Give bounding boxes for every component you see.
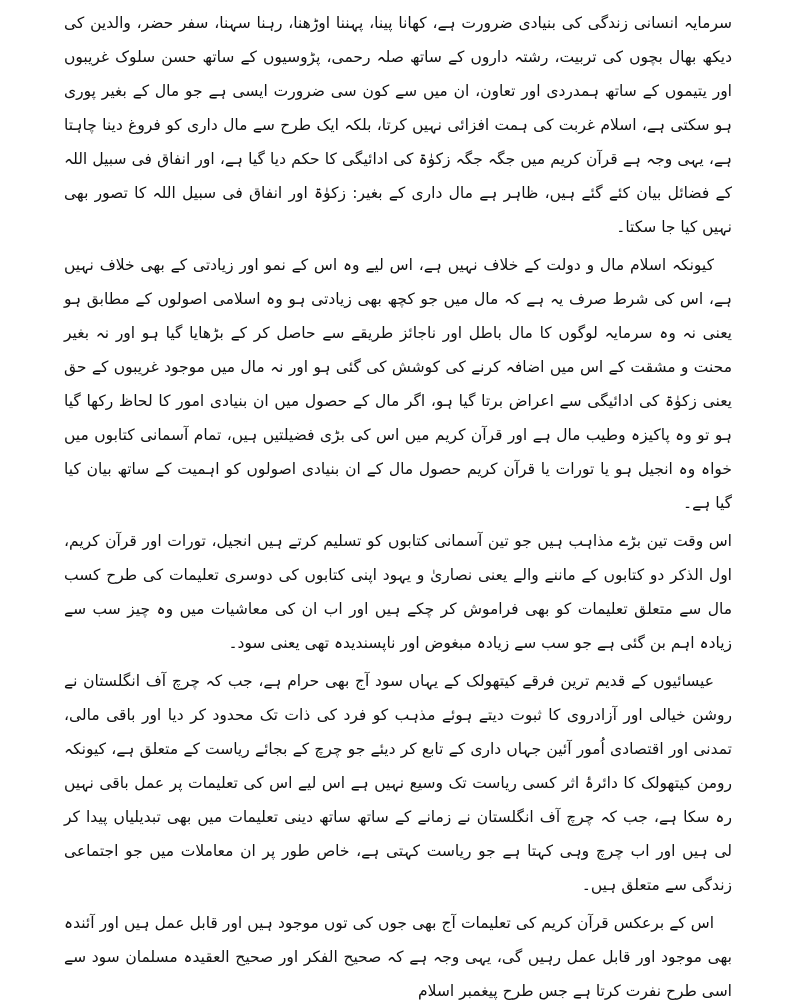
paragraph-three-religions: اس وقت تین بڑے مذاہب ہیں جو تین آسمانی کتابوں کو تسلیم کرتے ہیں انجیل، تورات اور قرآن کریم، اول الذکر دو کتابوں کے ماننے والے یعنی نصاریٰ و یہود اپنی کتابوں کی دوسری تعلیمات کی طرح کسب مال سے متعلق تعلیمات کو بھی فراموش کر چکے ہیں اور اب ان کی معاشیات میں وہ چیز سب سے زیادہ اہم بن گئی ہے جو سب سے زیادہ مبغوض اور ناپسندیدہ تھی یعنی سود۔: [64, 532, 732, 652]
paragraph-capital-necessity: سرمایہ انسانی زندگی کی بنیادی ضرورت ہے، کھانا پینا، پہننا اوڑھنا، رہنا سہنا، سفر حضر، والدین کی دیکھ بھال بچوں کی تربیت، رشتہ داروں کے ساتھ صلہ رحمی، پڑوسیوں کے ساتھ حسن سلوک غریبوں اور یتیموں کے ساتھ ہمدردی اور تعاون، ان میں سے کون سی ضرورت ایسی ہے جو مال کے بغیر پوری ہو سکتی ہے، اسلام غربت کی ہمت افزائی نہیں کرتا، بلکہ ایک طرح سے مال داری کو فروغ دینا چاہتا ہے، یہی وجہ ہے قرآن کریم میں جگہ جگہ زکوٰۃ کی ادائیگی کا حکم دیا گیا ہے، اور انفاق فی سبیل اللہ کے فضائل بیان کئے گئے ہیں، ظاہر ہے مال داری کے بغیر: زکوٰۃ اور انفاق فی سبیل اللہ کا تصور بھی نہیں کیا جا سکتا۔: [64, 14, 732, 236]
document-page: [64, 6, 732, 1000]
paragraph-christian-sects: عیسائیوں کے قدیم ترین فرقے کیتھولک کے یہاں سود آج بھی حرام ہے، جب کہ چرچ آف انگلستان نے روشن خیالی اور آزادروی کا ثبوت دیتے ہوئے مذہب کو فرد کی ذات تک محدود کر دیا اور باقی مالی، تمدنی اور اقتصادی اُمور آئین جہاں داری کے تابع کر دیئے جو چرچ کے بجائے ریاست کے متعلق ہے، کیونکہ رومن کیتھولک کا دائرۂ اثر کسی ریاست تک وسیع نہیں ہے اس لیے اس کی تعلیمات پر عمل باقی نہیں رہ سکا ہے، جب کہ چرچ آف انگلستان نے زمانے کے ساتھ ساتھ دینی تعلیمات میں بھی تبدیلیاں پیدا کر لی ہیں اور اب چرچ وہی کہتا ہے جو ریاست کہتی ہے، خاص طور پر ان معاملات میں جو اجتماعی زندگی سے متعلق ہیں۔: [64, 672, 732, 894]
paragraph-quran-teachings: اس کے برعکس قرآن کریم کی تعلیمات آج بھی جوں کی توں موجود ہیں اور قابل عمل ہیں اور آئندہ بھی موجود اور قابل عمل رہیں گی، یہی وجہ ہے کہ صحیح الفکر اور صحیح العقیدہ مسلمان سود سے اسی طرح نفرت کرتا ہے جس طرح پیغمبر اسلام: [64, 914, 732, 1000]
paragraph-islam-wealth-growth: کیونکہ اسلام مال و دولت کے خلاف نہیں ہے، اس لیے وہ اس کے نمو اور زیادتی کے بھی خلاف نہیں ہے، اس کی شرط صرف یہ ہے کہ مال میں جو کچھ بھی زیادتی ہو وہ اسلامی اصولوں کے مطابق ہو یعنی نہ وہ سرمایہ لوگوں کا مال باطل اور ناجائز طریقے سے حاصل کر کے بڑھایا گیا ہو اور نہ بغیر محنت و مشقت کے اس میں اضافہ کرنے کی کوشش کی گئی ہو اور نہ مال میں موجود غریبوں کے حق یعنی زکوٰۃ کی ادائیگی سے اعراض برتا گیا ہو، اگر مال کے حصول میں ان بنیادی امور کا لحاظ رکھا گیا ہو تو وہ پاکیزہ وطیب مال ہے اور قرآن کریم میں اس کی بڑی فضیلتیں ہیں، تمام آسمانی کتابوں میں خواہ وہ انجیل ہو یا تورات یا قرآن کریم حصول مال کے ان بنیادی اصولوں کو اہمیت کے ساتھ بیان کیا گیا ہے۔: [64, 256, 732, 512]
